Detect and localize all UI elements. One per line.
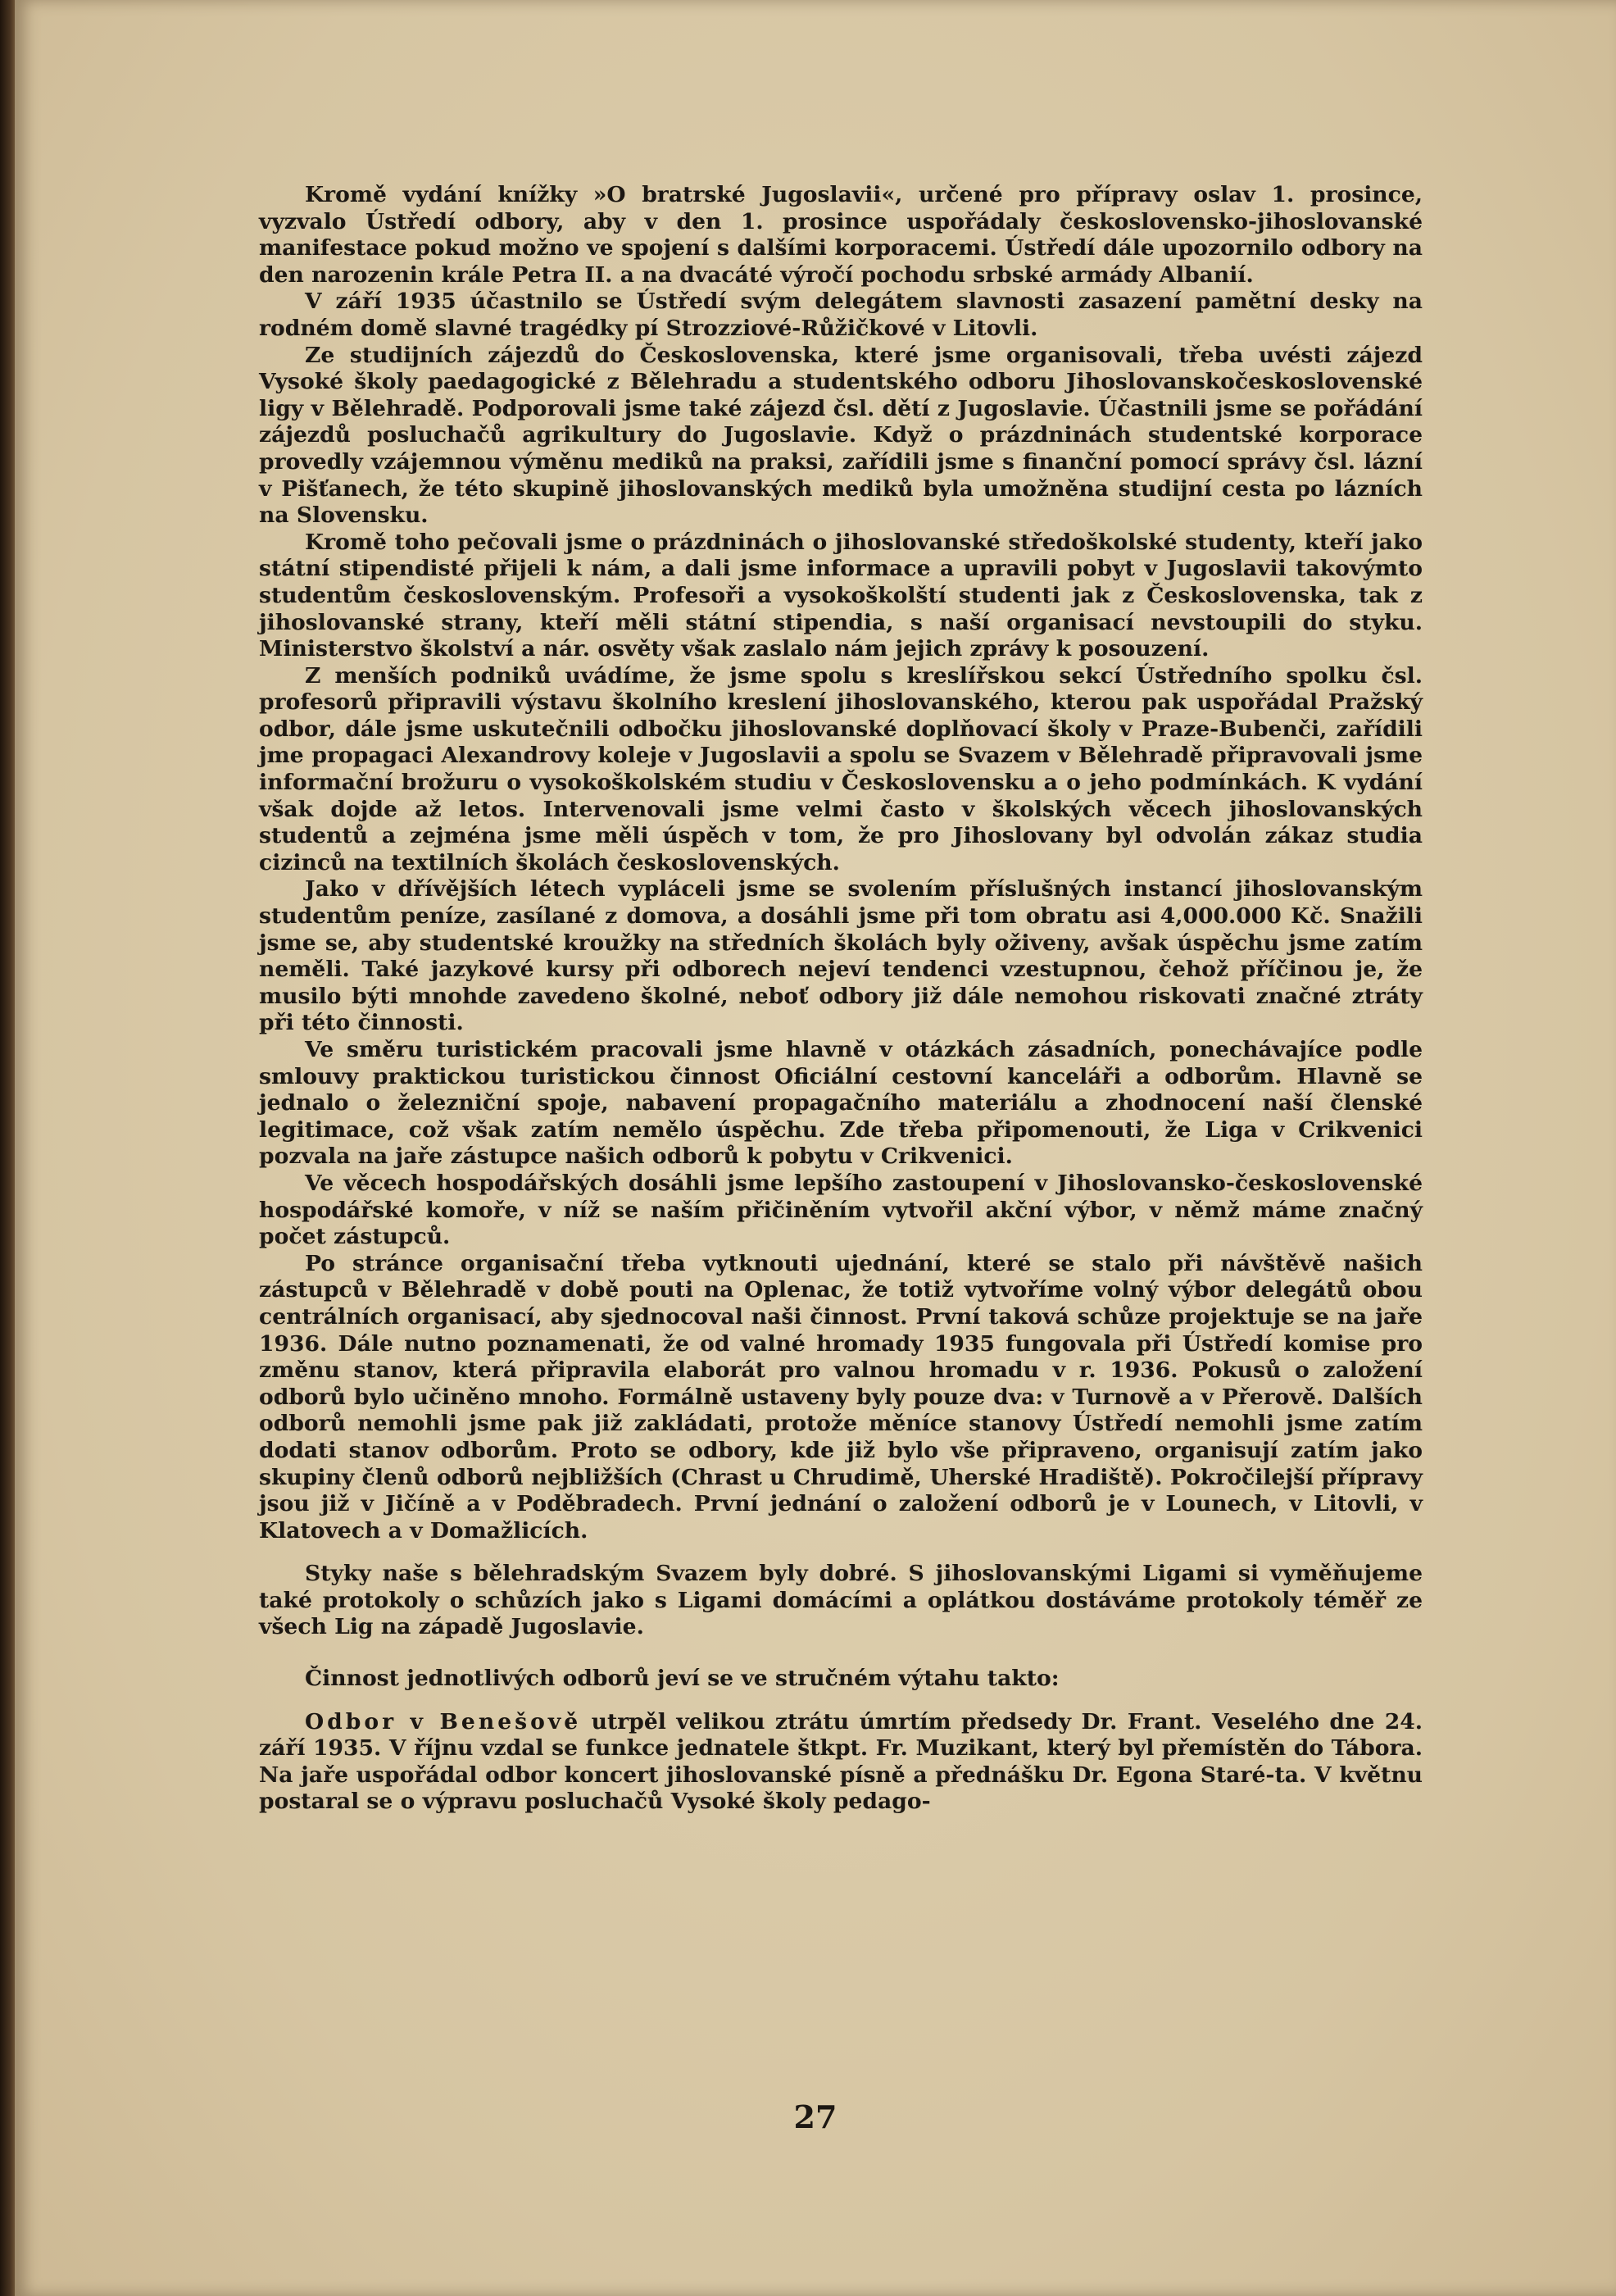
paragraph: Jako v dřívějších létech vypláceli jsme se svolením příslušných instancí jihoslovanským studentům peníze, zasílané z domova, a dosáhli jsme při tom obratu asi 4,000.000 Kč. Snažili jsme se, aby studentské kroužky na středních školách byly oživeny, avšak úspěchu jsme zatím neměli. Také jazykové kursy při odborech nejeví tendenci vzestupnou, čehož příčinou je, že musilo býti mnohde zavedeno školné, neboť odbory již dále nemohou riskovati značné ztráty při této činnosti. [259,876,1423,1036]
page-number: 27 [793,2098,838,2135]
paragraph: Kromě toho pečovali jsme o prázdninách o jihoslovanské středoškolské studenty, kteří jako státní stipendisté přijeli k nám, a dali jsme informace a upravili pobyt v Jugoslavii takovýmto studentům československým. Profesoři a vysokoškolští studenti jak z Československa, tak z jihoslovanské strany, kteří měli státní stipendia, s naší organisací nevstoupili do styku. Ministerstvo školství a nár. osvěty však zaslalo nám jejich zprávy k posouzení. [259,529,1423,662]
paragraph: Kromě vydání knížky »O bratrské Jugoslavii«, určené pro přípravy oslav 1. prosince, vyzvalo Ústředí odbory, aby v den 1. prosince uspořádaly československo-jihoslovanské manifestace pokud možno ve spojení s dalšími korporacemi. Ústředí dále upozornilo odbory na den narozenin krále Petra II. a na dvacáté výročí pochodu srbské armády Albanií. [259,182,1423,288]
spaced-heading: Odbor v Benešově [305,1708,582,1735]
paragraph: Ze studijních zájezdů do Československa, které jsme organisovali, třeba uvésti zájezd Vysoké školy paedagogické z Bělehradu a studentského odboru Jihoslovanskočeskoslovenské ligy v Bělehradě. Podporovali jsme také zájezd čsl. dětí z Jugoslavie. Účastnili jsme se pořádání zájezdů posluchačů agrikultury do Jugoslavie. Když o prázdninách studentské korporace provedly vzájemnou výměnu mediků na praksi, zařídili jsme s finanční pomocí správy čsl. lázní v Pišťanech, že této skupině jihoslovanských mediků byla umožněna studijní cesta po lázních na Slovensku. [259,342,1423,529]
book-binding [0,0,15,2296]
paragraph: Ve směru turistickém pracovali jsme hlavně v otázkách zásadních, ponechávajíce podle smlouvy praktickou turistickou činnost Oficiální cestovní kanceláři a odborům. Hlavně se jednalo o železniční spoje, nabavení propagačního materiálu a zhodnocení naší členské legitimace, což však zatím nemělo úspěchu. Zde třeba připomenouti, že Liga v Crikvenici pozvala na jaře zástupce našich odborů k pobytu v Crikvenici. [259,1037,1423,1170]
paragraph: Z menších podniků uvádíme, že jsme spolu s kreslířskou sekcí Ústředního spolku čsl. profesorů připravili výstavu školního kreslení jihoslovanského, kterou pak uspořádal Pražský odbor, dále jsme uskutečnili odbočku jihoslovanské doplňovací školy v Praze-Bubenči, zařídili jme propagaci Alexandrovy koleje v Jugoslavii a spolu se Svazem v Bělehradě připravovali jsme informační brožuru o vysokoškolském studiu v Československu a o jeho podmínkách. K vydání však dojde až letos. Intervenovali jsme velmi často v školských věcech jihoslovanských studentů a zejména jsme měli úspěch v tom, že pro Jihoslovany byl odvolán zákaz studia cizinců na textilních školách československých. [259,662,1423,875]
book-page [15,0,1616,2296]
paragraph-odbor-benesov [259,1709,1423,1816]
page-text [259,182,1423,1816]
paragraph-text: utrpěl velikou ztrátu úmrtím předsedy Dr. Frant. Veselého dne 24. září 1935. V říjnu vzdal se funkce jednatele štkpt. Fr. Muzikant, který byl přemístěn do Tábora. Na jaře uspořádal odbor koncert jihoslovanské písně a přednášku Dr. Egona Staré-ta. V květnu postaral se o výpravu posluchačů Vysoké školy pedago- [259,1708,1423,1815]
paragraph: Styky naše s bělehradským Svazem byly dobré. S jihoslovanskými Ligami si vyměňujeme také protokoly o schůzích jako s Ligami domácími a oplátkou dostáváme protokoly téměř ze všech Lig na západě Jugoslavie. [259,1561,1423,1640]
paragraph: Ve věcech hospodářských dosáhli jsme lepšího zastoupení v Jihoslovansko-československé hospodářské komoře, v níž se naším přičiněním vytvořil akční výbor, v němž máme značný počet zástupců. [259,1170,1423,1250]
paragraph: Po stránce organisační třeba vytknouti ujednání, které se stalo při návštěvě našich zástupců v Bělehradě v době pouti na Oplenac, že totiž vytvoříme volný výbor delegátů obou centrálních organisací, aby sjednocoval naši činnost. První taková schůze projektuje se na jaře 1936. Dále nutno poznamenati, že od valné hromady 1935 fungovala při Ústředí komise pro změnu stanov, která připravila elaborát pro valnou hromadu v r. 1936. Pokusů o založení odborů bylo učiněno mnoho. Formálně ustaveny byly pouze dva: v Turnově a v Přerově. Dalších odborů nemohli jsme pak již zakládati, protože měníce stanovy Ústředí nemohli jsme zatím dodati stanov odborům. Proto se odbory, kde již bylo vše připraveno, organisují zatím jako skupiny členů odborů nejbližších (Chrast u Chrudimě, Uherské Hradiště). Pokročilejší přípravy jsou již v Jičíně a v Poděbradech. První jednání o založení odborů je v Lounech, v Litovli, v Klatovech a v Domažlicích. [259,1250,1423,1544]
paragraph: V září 1935 účastnilo se Ústředí svým delegátem slavnosti zasazení pamětní desky na rodném domě slavné tragédky pí Strozziové-Růžičkové v Litovli. [259,289,1423,341]
section-intro: Činnost jednotlivých odborů jeví se ve stručném výtahu takto: [305,1666,1060,1692]
